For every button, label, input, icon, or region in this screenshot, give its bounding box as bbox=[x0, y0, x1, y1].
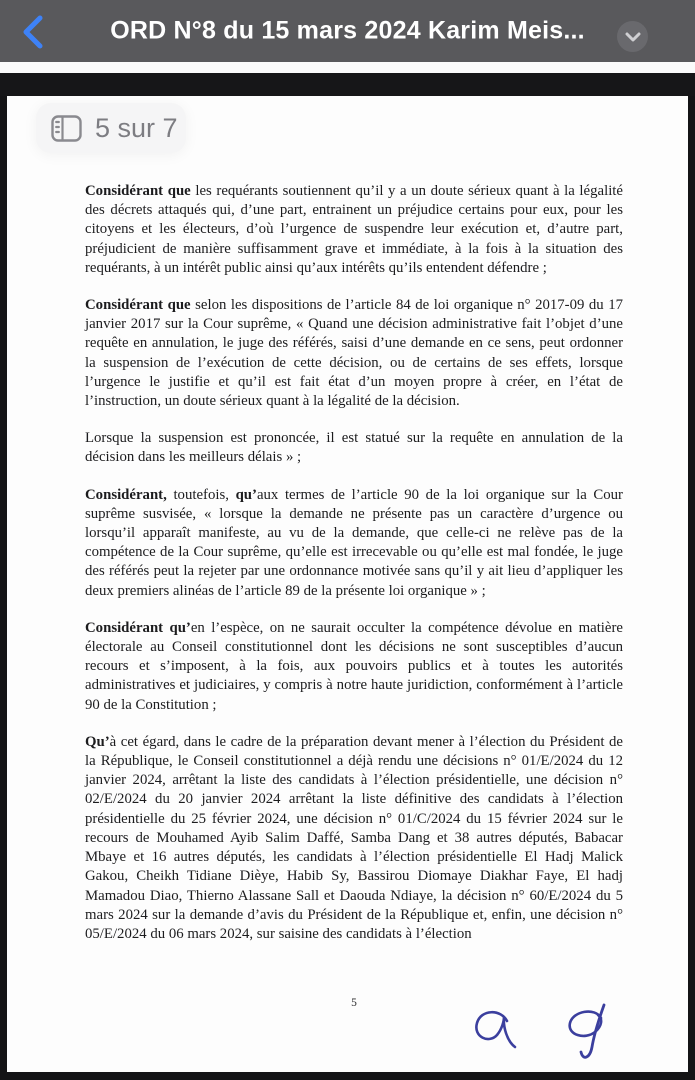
document-title: ORD N°8 du 15 mars 2024 Karim Meis... bbox=[110, 16, 585, 45]
paragraph-text: selon les dispositions de l’article 84 de loi organique n° 2017-09 du 17 janvier 2017 sur la Cour suprême, « Quand une décision administrative fait l’objet d’une requête en annulation, le juge des référés, saisi d’une demande en ce sens, peut ordonner la suspension de l’exécution de cette décision, ou de certains de ses effets, lorsque l’urgence le justifie et qu’il est fait état d’un moyen propre à créer, en l’état de l’instruction, un doute sérieux quant à la légalité de la décision. bbox=[85, 297, 623, 410]
paragraph-lead-bold: Considérant que bbox=[85, 297, 191, 314]
document-paragraph bbox=[85, 619, 623, 715]
chevron-left-icon bbox=[21, 15, 43, 49]
document-paragraph bbox=[85, 296, 623, 411]
paragraph-lead-bold: qu’ bbox=[235, 486, 257, 503]
paragraph-text: aux termes de l’article 90 de la loi organique sur la Cour suprême susvisée, « lorsque la demande ne présente pas un caractère d’urgence ou lorsqu’il apparaît manifeste, au vu de la demande, que celle-ci ne relève pas de la compétence de la Cour suprême, qu’elle est irrecevable ou qu’elle est mal fondée, le juge des référés peut la rejeter par une ordonnance motivée sans qu’il y ait lieu d’appliquer les deux premiers alinéas de l’article 89 de la présente loi organique » ; bbox=[85, 486, 623, 599]
chevron-down-icon bbox=[625, 32, 641, 42]
phi-initial bbox=[570, 1005, 604, 1057]
alpha-initial bbox=[476, 1012, 515, 1047]
sidebar-pages-icon bbox=[51, 115, 82, 142]
document-paragraph bbox=[85, 429, 623, 467]
paragraph-lead-bold: Considérant qu’ bbox=[85, 619, 191, 636]
paragraph-lead-bold: Considérant, bbox=[85, 486, 167, 503]
page-number: 5 bbox=[351, 997, 357, 1009]
content-top-strip bbox=[0, 62, 695, 73]
paragraph-text: en l’espèce, on ne saurait occulter la compétence dévolue en matière électorale au Conseil constitutionnel dont les décisions ne sont susceptibles d’aucun recours et s’imposent, à la fois, aux pouvoirs publics et à toutes les autorités administratives et judiciaires, y compris à notre haute juridiction, conformément à l’article 90 de la Constitution ; bbox=[85, 619, 623, 713]
paragraph-text: toutefois, bbox=[166, 486, 236, 503]
document-paragraph bbox=[85, 733, 623, 944]
paragraph-lead-bold: Considérant que bbox=[85, 183, 191, 199]
paragraph-text: Lorsque la suspension est prononcée, il est statué sur la requête en annulation de la décision dans les meilleurs délais » ; bbox=[85, 430, 623, 466]
document-page bbox=[7, 96, 688, 1072]
signature-initials bbox=[455, 999, 630, 1071]
page-indicator[interactable] bbox=[36, 103, 186, 153]
page-indicator-label: 5 sur 7 bbox=[95, 112, 178, 143]
document-body bbox=[85, 182, 623, 962]
navigation-bar bbox=[0, 0, 695, 62]
paragraph-text: les requérants soutiennent qu’il y a un doute sérieux quant à la légalité des décrets attaqués qui, d’une part, entrainent un préjudice certains pour eux, pour les citoyens et les électeurs, d’où l’urgence de suspendre leur exécution et, d’autre part, préjudicient de manière suffisamment grave et immédiate, à la fois à la situation des requérants, à un intérêt public ainsi qu’aux intérêts qu’ils entendent défendre ; bbox=[85, 183, 623, 276]
collapse-button[interactable] bbox=[617, 21, 648, 52]
back-button[interactable] bbox=[12, 12, 52, 52]
paragraph-text: à cet égard, dans le cadre de la préparation devant mener à l’élection du Président de la République, le Conseil constitutionnel a déjà rendu une décisions n° 01/E/2024 du 12 janvier 2024, arrêtant la liste des candidats à l’élection présidentielle, une décision n° 02/E/2024 du 20 janvier 2024 arrêtant la liste définitive des candidats à l’élection présidentielle du 25 février 2024, une décision n° 01/C/2024 du 15 février 2024 sur le recours de Mouhamed Ayib Salim Daffé, Samba Dang et 38 autres députés, Babacar Mbaye et 16 autres députés, les candidats à l’élection présidentielle El Hadj Malick Gakou, Cheikh Tidiane Dièye, Habib Sy, Bassirou Diomaye Diakhar Faye, El hadj Mamadou Diao, Thierno Alassane Sall et Daouda Ndiaye, la décision n° 60/E/2024 du 5 mars 2024 sur la demande d’avis du Président de la République et, enfin, une décision n° 05/E/2024 du 06 mars 2024, sur saisine des candidats à l’élection bbox=[85, 733, 623, 942]
document-paragraph bbox=[85, 182, 623, 278]
pdf-viewer-scroll-area[interactable] bbox=[0, 96, 695, 1072]
page-gap bbox=[0, 73, 695, 96]
paragraph-lead-bold: Qu’ bbox=[85, 733, 110, 750]
document-paragraph bbox=[85, 486, 623, 601]
